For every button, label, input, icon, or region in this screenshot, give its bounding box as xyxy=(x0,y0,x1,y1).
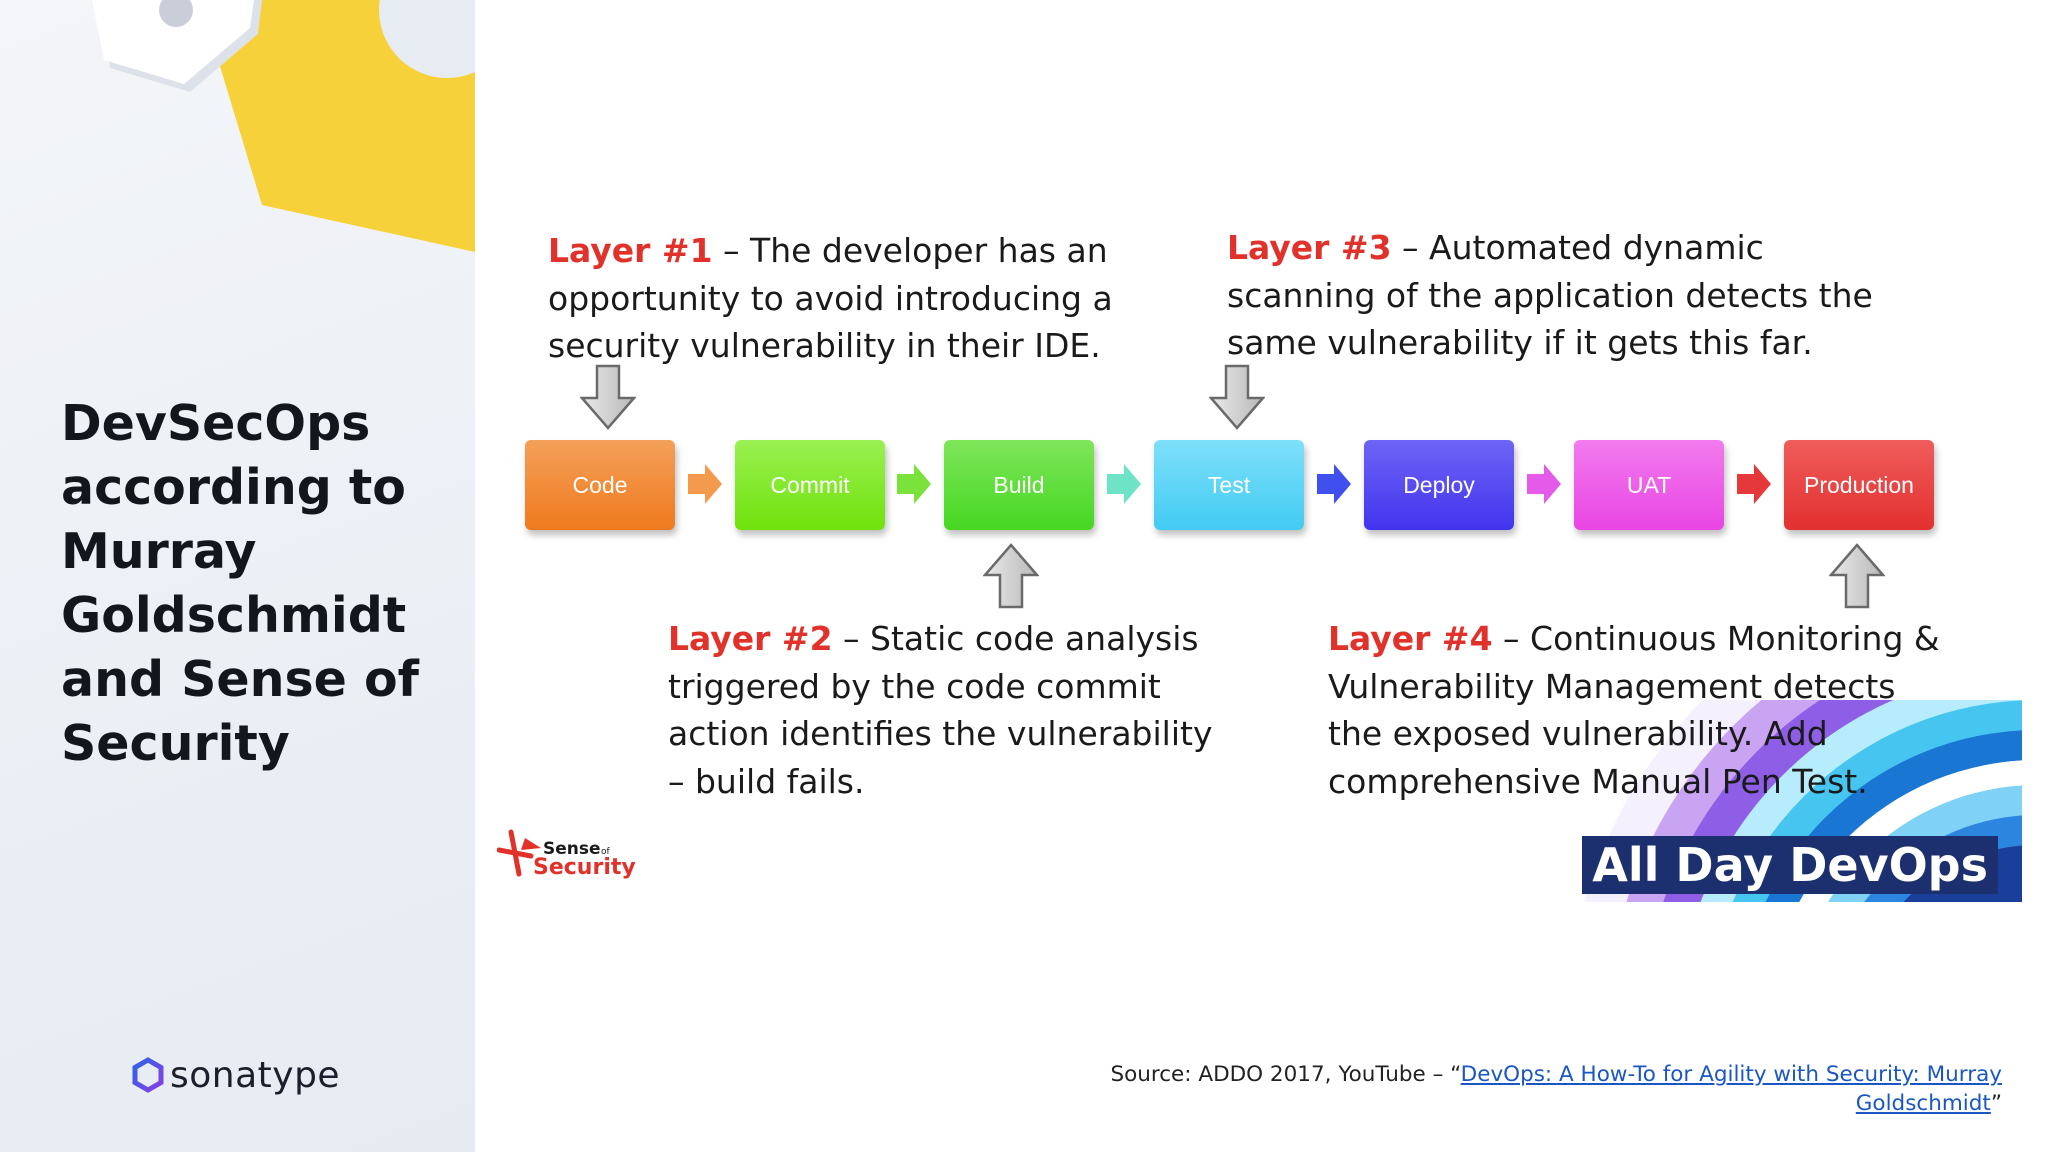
step-deploy xyxy=(1364,440,1514,530)
step-production-label: Production xyxy=(1804,471,1914,498)
source-link[interactable]: DevOps: A How-To for Agility with Security: Murray Goldschmidt xyxy=(1460,1062,2002,1116)
step-build xyxy=(944,440,1094,530)
step-code-label: Code xyxy=(572,471,628,498)
arrow-up-icon xyxy=(983,543,1039,609)
step-commit xyxy=(735,440,885,530)
step-test xyxy=(1154,440,1304,530)
source-citation xyxy=(1002,1060,2002,1118)
arrow-right-icon xyxy=(688,462,724,506)
layer-2-description: – Static code analysis triggered by the code commit action identifies the vulnerability – build fails. xyxy=(668,619,1213,801)
step-code xyxy=(525,440,675,530)
step-test-label: Test xyxy=(1207,471,1251,498)
source-prefix: Source: ADDO 2017, YouTube – “ xyxy=(1110,1062,1461,1087)
step-commit-label: Commit xyxy=(770,471,850,498)
decorative-shapes xyxy=(0,0,475,260)
svg-text:of: of xyxy=(601,847,610,857)
step-uat xyxy=(1574,440,1724,530)
step-deploy-label: Deploy xyxy=(1403,471,1475,498)
arrow-right-icon xyxy=(1107,462,1143,506)
layer-2-text xyxy=(668,615,1238,805)
arrow-right-icon xyxy=(1317,462,1353,506)
arrow-down-icon xyxy=(1209,364,1265,430)
svg-text:Security: Security xyxy=(533,855,636,880)
layer-3-description: – Automated dynamic scanning of the application detects the same vulnerability if it gets this far. xyxy=(1227,228,1873,362)
arrow-down-icon xyxy=(580,364,636,430)
arrow-right-icon xyxy=(1527,462,1563,506)
brand-name: sonatype xyxy=(170,1054,341,1096)
step-uat-label: UAT xyxy=(1626,471,1672,498)
step-production xyxy=(1784,440,1934,530)
layer-2-tag: Layer #2 xyxy=(668,619,833,658)
hexagon-icon xyxy=(132,1057,164,1093)
arrow-right-icon xyxy=(897,462,933,506)
layer-1-tag: Layer #1 xyxy=(548,231,713,270)
layer-1-text xyxy=(548,227,1128,370)
sonatype-logo xyxy=(132,1050,340,1100)
layer-4-description: – Continuous Monitoring & Vulnerability Management detects the exposed vulnerability. Add comprehensive Manual Pen Test. xyxy=(1328,619,1940,801)
sense-of-security-text: Sense xyxy=(543,839,601,859)
layer-3-tag: Layer #3 xyxy=(1227,228,1392,267)
arrow-right-icon xyxy=(1737,462,1773,506)
step-build-label: Build xyxy=(993,471,1045,498)
sidebar xyxy=(0,0,475,1152)
layer-4-tag: Layer #4 xyxy=(1328,619,1493,658)
layer-3-text xyxy=(1227,224,1907,367)
source-suffix: ” xyxy=(1990,1091,2002,1116)
layer-1-description: – The developer has an opportunity to avoid introducing a security vulnerability in their IDE. xyxy=(548,231,1113,365)
slide-title: DevSecOps according to Murray Goldschmidt and Sense of Security xyxy=(61,395,419,772)
all-day-devops-label: All Day DevOps xyxy=(1582,836,1998,894)
layer-4-text xyxy=(1328,615,1948,805)
sense-of-security-logo xyxy=(497,828,647,888)
arrow-up-icon xyxy=(1829,543,1885,609)
